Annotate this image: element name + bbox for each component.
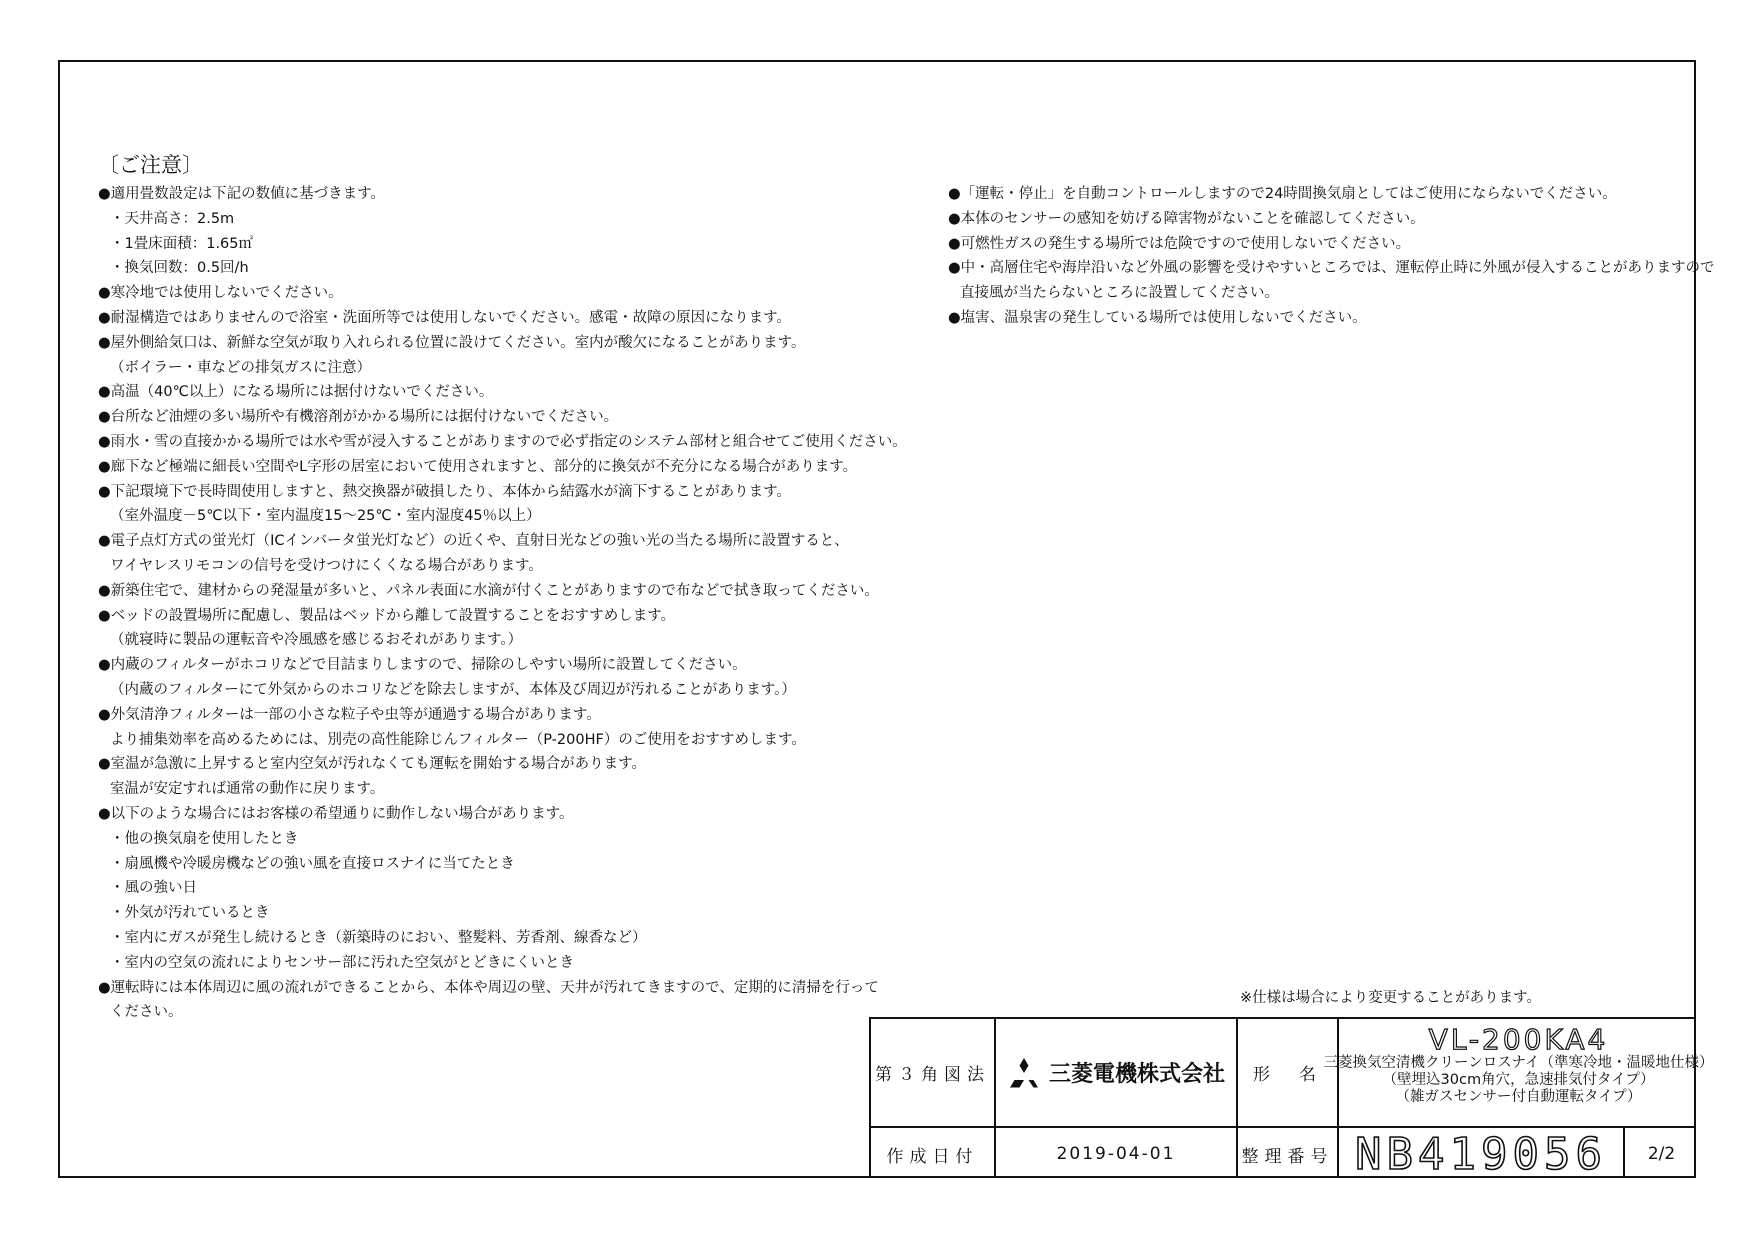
note-subitem: ・室内にガスが発生し続けるとき（新築時のにおい、整髪料、芳香剤、線香など） <box>110 929 647 946</box>
document-number: NB419056 <box>1355 1128 1607 1180</box>
note-subitem: （内蔵のフィルターにて外気からのホコリなどを除去しますが、本体及び周辺が汚れることがあります。） <box>110 681 796 698</box>
note-subitem: ・他の換気扇を使用したとき <box>110 830 299 847</box>
model-label: 形 名 <box>1253 1065 1322 1085</box>
model-number: VL-200KA4 <box>1428 1023 1609 1056</box>
note-subitem: 直接風が当たらないところに設置してください。 <box>960 285 1279 302</box>
creation-date-label: 作成日付 <box>886 1146 979 1167</box>
note-subitem: （就寝時に製品の運転音や冷風感を感じるおそれがあります。） <box>110 632 523 649</box>
page-number: 2/2 <box>1647 1144 1676 1164</box>
note-subitem: ・天井高さ：2.5m <box>110 210 235 227</box>
document-number-label: 整理番号 <box>1241 1146 1334 1167</box>
creation-date: 2019-04-01 <box>1056 1144 1176 1164</box>
note-item: ●運転時には本体周辺に風の流れができることから、本体や周辺の壁、天井が汚れてきますので、定期的に清掃を行って <box>98 979 879 996</box>
note-item: ●寒冷地では使用しないでください。 <box>98 285 343 302</box>
note-item: ●中・高層住宅や海岸沿いなど外風の影響を受けやすいところでは、運転停止時に外風が侵入することがありますので <box>948 260 1715 277</box>
note-item: ●ベッドの設置場所に配慮し、製品はベッドから離して設置することをおすすめします。 <box>98 607 676 624</box>
spec-change-note: ※仕様は場合により変更することがあります。 <box>1240 990 1541 1006</box>
note-subitem: （室外温度－5℃以下・室内温度15～25℃・室内湿度45％以上） <box>110 508 541 525</box>
company-name: 三菱電機株式会社 <box>1048 1062 1225 1087</box>
note-item: ●高温（40℃以上）になる場所には据付けないでください。 <box>98 384 494 401</box>
projection-method: 第３角図法 <box>875 1065 990 1085</box>
notes-heading: 〔ご注意〕 <box>98 153 203 177</box>
title-block <box>869 1017 1714 1180</box>
note-item: ●内蔵のフィルターがホコリなどで目詰まりしますので、掃除のしやすい場所に設置してください。 <box>98 657 747 674</box>
note-item: ●以下のような場合にはお客様の希望通りに動作しない場合があります。 <box>98 805 574 822</box>
note-subitem: （ボイラー・車などの排気ガスに注意） <box>110 359 371 376</box>
mitsubishi-logo-icon <box>1007 1058 1041 1088</box>
note-item: ●下記環境下で長時間使用しますと、熱交換器が破損したり、本体から結露水が滴下することがあります。 <box>98 483 791 500</box>
note-subitem: ・室内の空気の流れによりセンサー部に汚れた空気がとどきにくいとき <box>110 954 574 971</box>
note-subitem: ・1畳床面積：1.65㎡ <box>110 235 254 252</box>
note-item: ●塩害、温泉害の発生している場所では使用しないでください。 <box>948 309 1367 326</box>
model-info <box>1323 1019 1714 1126</box>
note-subitem: ください。 <box>110 1004 183 1021</box>
model-description-3: （雑ガスセンサー付自動運転タイプ） <box>1395 1089 1642 1105</box>
model-description-1: 三菱換気空清機クリーンロスナイ（準寒冷地・温暖地仕様） <box>1323 1055 1714 1071</box>
note-item: ●外気清浄フィルターは一部の小さな粒子や虫等が通過する場合があります。 <box>98 706 601 723</box>
note-item: ●屋外側給気口は、新鮮な空気が取り入れられる位置に設けてください。室内が酸欠になることがあります。 <box>98 334 806 351</box>
note-subitem: より捕集効率を高めるためには、別売の高性能除じんフィルター（P-200HF）のご使用をおすすめします。 <box>110 731 806 748</box>
notes-right-column <box>948 182 1715 331</box>
note-item: ●適用畳数設定は下記の数値に基づきます。 <box>98 186 385 202</box>
note-item: ●室温が急激に上昇すると室内空気が汚れなくても運転を開始する場合があります。 <box>98 756 646 773</box>
note-item: ●雨水・雪の直接かかる場所では水や雪が浸入することがありますので必ず指定のシステム部材と組合せてご使用ください。 <box>98 433 907 450</box>
note-item: ●電子点灯方式の蛍光灯（ICインバータ蛍光灯など）の近くや、直射日光などの強い光の当たる場所に設置すると、 <box>98 533 849 550</box>
note-subitem: ・風の強い日 <box>110 880 197 897</box>
note-subitem: ・扇風機や冷暖房機などの強い風を直接ロスナイに当てたとき <box>110 855 515 872</box>
company-logo <box>996 1019 1236 1126</box>
notes-left-column <box>98 182 907 1025</box>
note-item: ●台所など油煙の多い場所や有機溶剤がかかる場所には据付けないでください。 <box>98 409 619 426</box>
note-subitem: 室温が安定すれば通常の動作に戻ります。 <box>110 781 385 798</box>
note-item: ●本体のセンサーの感知を妨げる障害物がないことを確認してください。 <box>948 210 1425 227</box>
note-subitem: ワイヤレスリモコンの信号を受けつけにくくなる場合があります。 <box>110 557 543 574</box>
note-subitem: ・換気回数：0.5回/h <box>110 260 249 277</box>
note-item: ●可燃性ガスの発生する場所では危険ですので使用しないでください。 <box>948 235 1411 252</box>
note-item: ●廊下など極端に細長い空間やL字形の居室において使用されますと、部分的に換気が不充分になる場合があります。 <box>98 458 858 475</box>
note-item: ●「運転・停止」を自動コントロールしますので24時間換気扇としてはご使用にならないでください。 <box>948 186 1617 202</box>
note-item: ●新築住宅で、建材からの発湿量が多いと、パネル表面に水滴が付くことがありますので布などで拭き取ってください。 <box>98 582 879 599</box>
note-item: ●耐湿構造ではありませんので浴室・洗面所等では使用しないでください。感電・故障の原因になります。 <box>98 309 791 326</box>
model-description-2: （壁埋込30cm角穴，急速排気付タイプ） <box>1382 1072 1655 1088</box>
note-subitem: ・外気が汚れているとき <box>110 905 270 922</box>
